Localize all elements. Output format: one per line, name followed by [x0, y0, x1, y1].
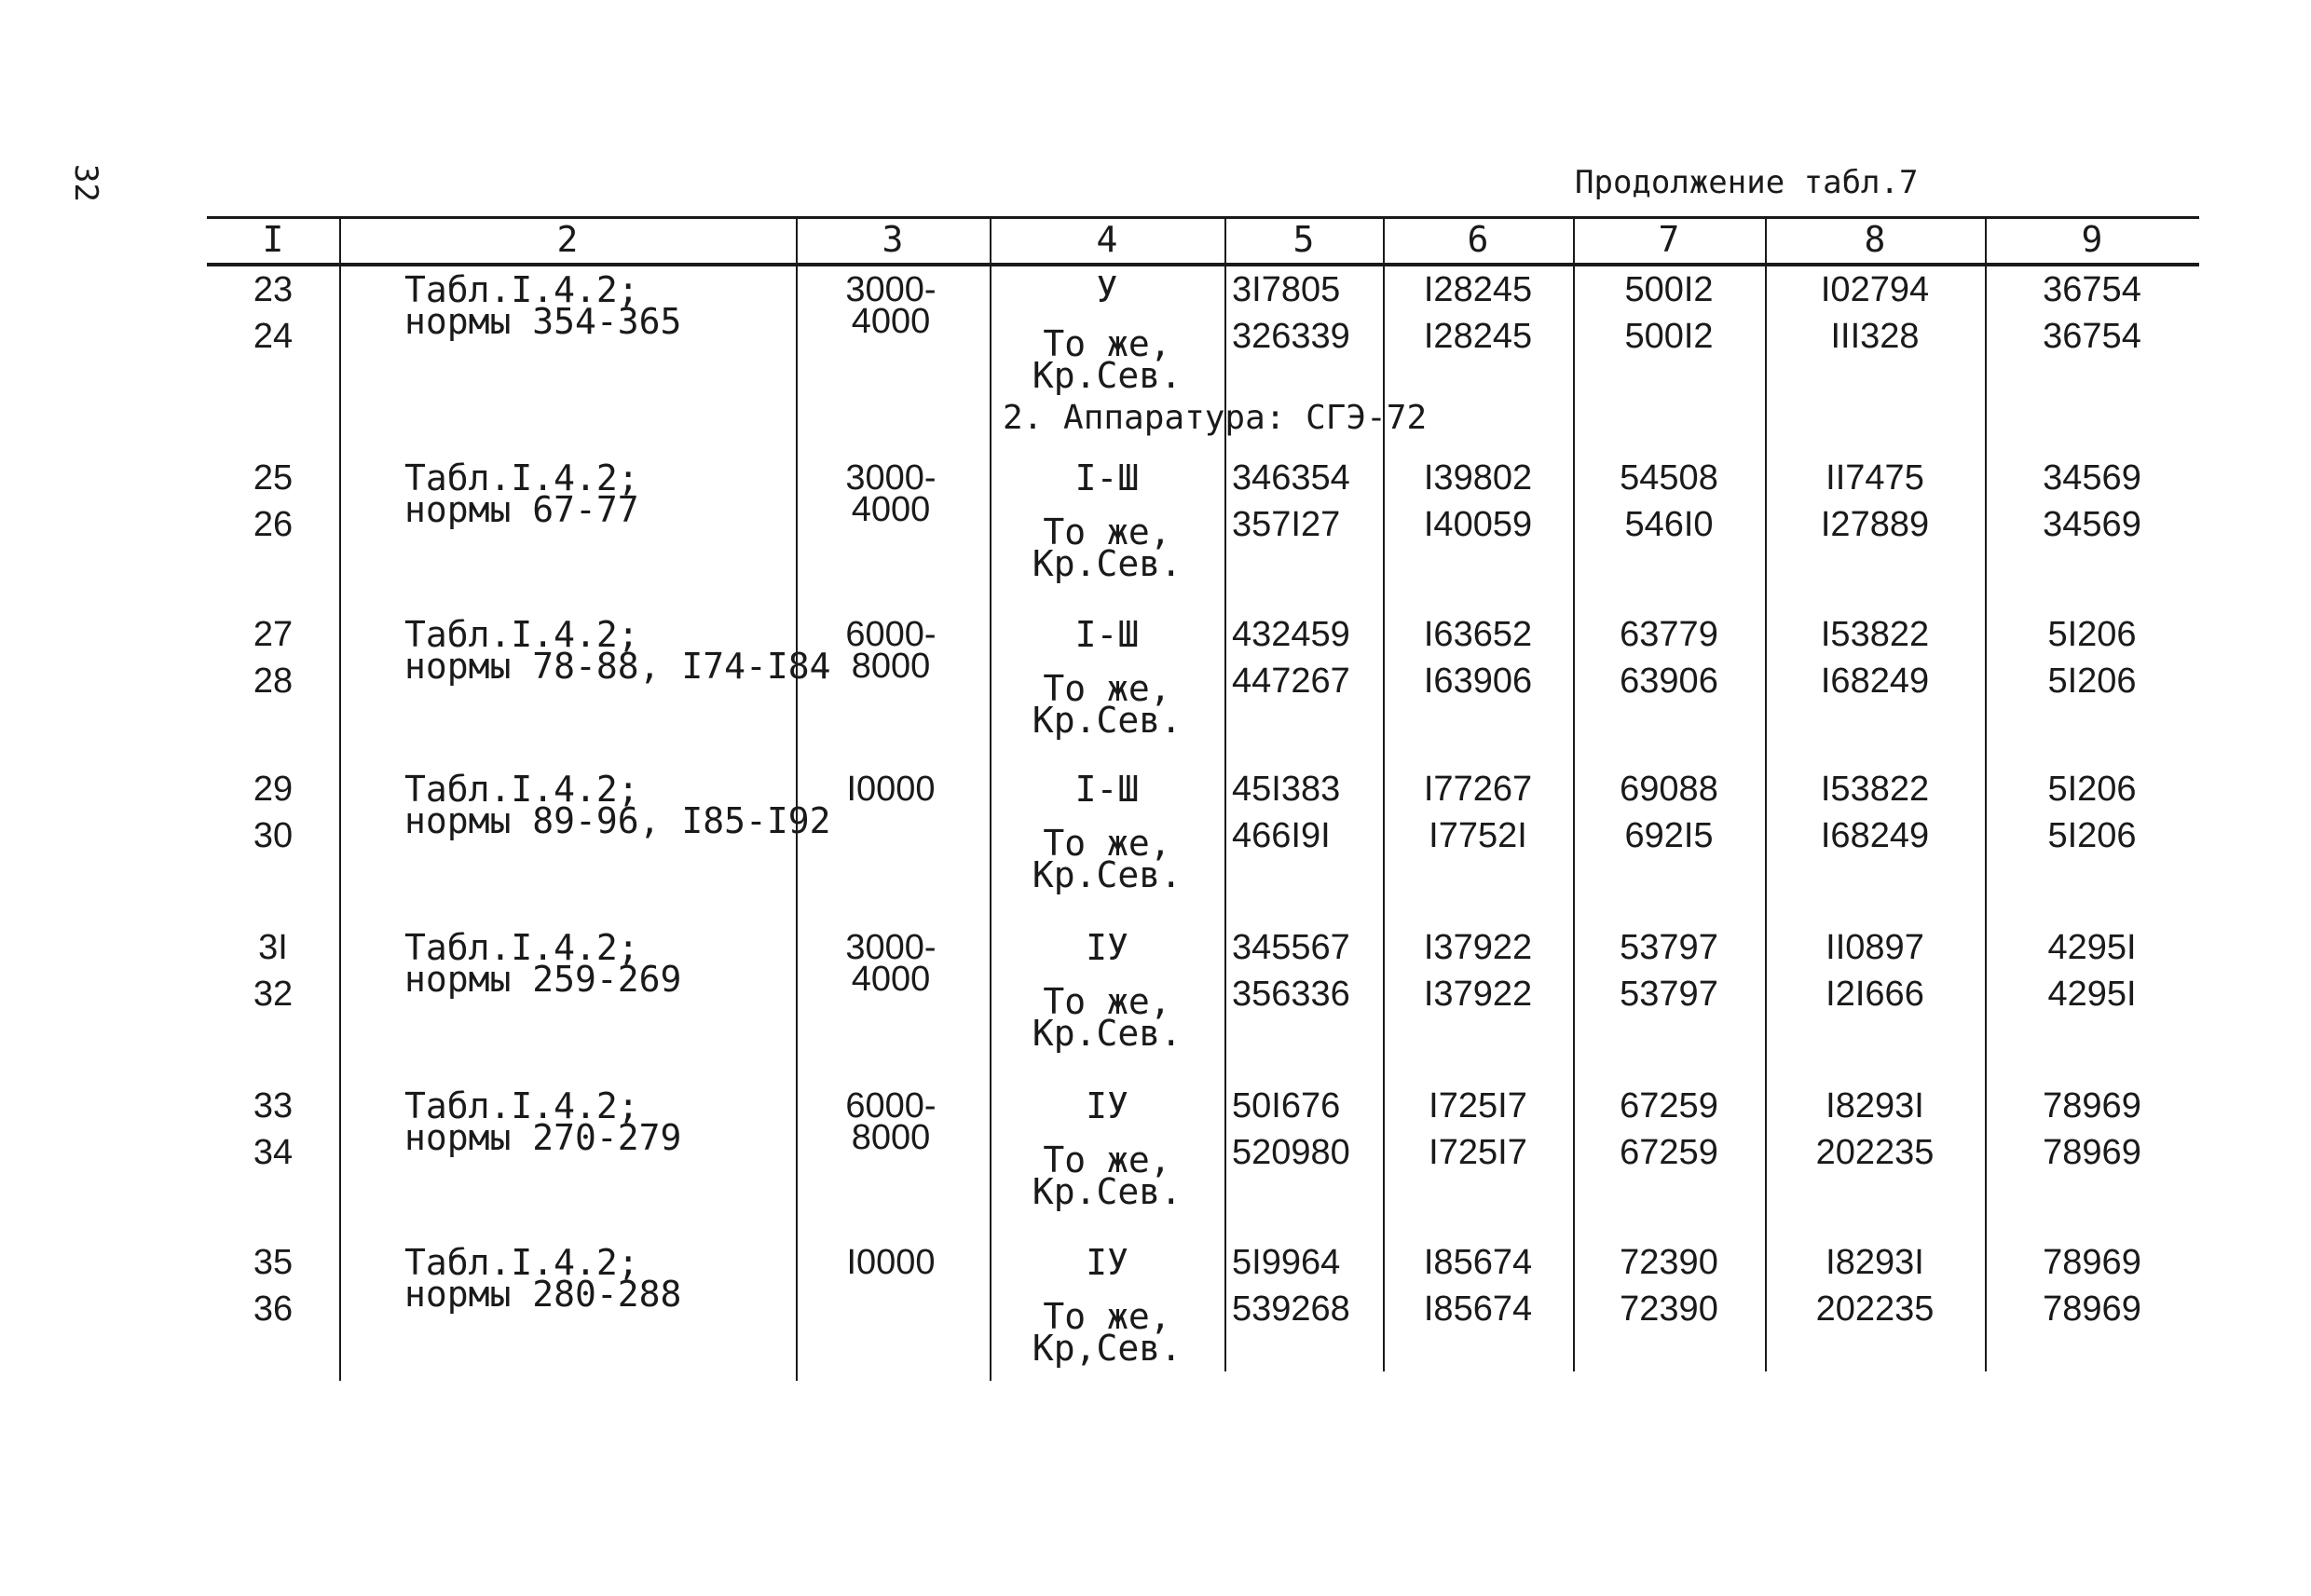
row-category: У	[1096, 269, 1118, 310]
value-col-5: 356336	[1232, 975, 1350, 1014]
value-col-7: 53797	[1620, 928, 1718, 967]
row-volume: 4000	[851, 960, 931, 999]
value-col-8: I68249	[1820, 816, 1930, 855]
row-number: 33	[253, 1086, 294, 1125]
value-col-5: 520980	[1232, 1133, 1350, 1172]
value-col-6: I85674	[1423, 1289, 1533, 1329]
row-volume: 8000	[851, 1118, 931, 1157]
row-category: I-Ш	[1074, 614, 1140, 655]
value-col-8: I53822	[1820, 615, 1930, 654]
row-source: нормы 270-279	[404, 1117, 682, 1158]
value-col-6: I725I7	[1429, 1133, 1527, 1172]
value-col-6: I63906	[1423, 662, 1533, 701]
value-col-6: I85674	[1423, 1243, 1533, 1282]
value-col-8: I8293I	[1826, 1086, 1924, 1125]
value-col-8: I8293I	[1826, 1243, 1924, 1282]
row-volume: 4000	[851, 490, 931, 529]
row-category: Кр,Сев.	[1032, 1328, 1183, 1369]
value-col-5: 45I383	[1232, 770, 1341, 809]
row-number: 29	[253, 770, 294, 809]
row-number: 32	[253, 975, 294, 1014]
row-number: 28	[253, 662, 294, 701]
value-col-9: 78969	[2043, 1289, 2141, 1329]
value-col-6: I77267	[1423, 770, 1533, 809]
row-volume: 3000-	[845, 270, 937, 309]
value-col-5: 3I7805	[1232, 270, 1341, 309]
row-category: Кр.Сев.	[1032, 854, 1183, 895]
row-source: Табл.I.4.2;	[404, 1085, 639, 1126]
row-category: IУ	[1086, 1085, 1128, 1126]
value-col-6: I28245	[1423, 270, 1533, 309]
row-volume: I0000	[846, 1243, 936, 1282]
value-col-7: 63779	[1620, 615, 1718, 654]
row-source: нормы 89-96, I85-I92	[404, 800, 831, 841]
value-col-9: 5I206	[2047, 816, 2137, 855]
section-title: 2. Аппаратура: СГЭ-72	[1003, 399, 1428, 437]
value-col-8: I27889	[1820, 505, 1930, 544]
value-col-5: 346354	[1232, 458, 1350, 498]
row-source: нормы 280-288	[404, 1274, 682, 1315]
value-col-7: 69088	[1620, 770, 1718, 809]
row-category: Кр.Сев.	[1032, 543, 1183, 584]
value-col-9: 4295I	[2047, 928, 2137, 967]
value-col-8: I2I666	[1826, 975, 1924, 1014]
value-col-6: I28245	[1423, 317, 1533, 356]
value-col-7: 500I2	[1624, 317, 1714, 356]
value-col-5: 5I9964	[1232, 1243, 1341, 1282]
value-col-9: 5I206	[2047, 770, 2137, 809]
table-caption: Продолжение табл.7	[1575, 164, 1919, 201]
value-col-8: I68249	[1820, 662, 1930, 701]
row-category: То же,	[1043, 1296, 1171, 1337]
row-volume: 6000-	[845, 1086, 937, 1125]
value-col-6: I39802	[1423, 458, 1533, 498]
row-number: 26	[253, 505, 294, 544]
row-category: IУ	[1086, 1242, 1128, 1283]
row-source: Табл.I.4.2;	[404, 927, 639, 968]
value-col-9: 78969	[2043, 1243, 2141, 1282]
row-category: Кр.Сев.	[1032, 1171, 1183, 1212]
value-col-5: 345567	[1232, 928, 1350, 967]
value-col-8: 202235	[1815, 1133, 1935, 1172]
column-header-4: 4	[1096, 219, 1118, 260]
value-col-8: II0897	[1826, 928, 1924, 967]
column-header-8: 8	[1864, 219, 1886, 260]
row-source: Табл.I.4.2;	[404, 269, 639, 310]
column-header-7: 7	[1658, 219, 1680, 260]
value-col-9: 36754	[2043, 317, 2141, 356]
row-category: Кр.Сев.	[1032, 1013, 1183, 1054]
value-col-5: 539268	[1232, 1289, 1350, 1329]
value-col-5: 326339	[1232, 317, 1350, 356]
row-source: Табл.I.4.2;	[404, 457, 639, 498]
value-col-8: I53822	[1820, 770, 1930, 809]
row-source: нормы 354-365	[404, 301, 682, 342]
value-col-8: II7475	[1826, 458, 1924, 498]
data-table	[207, 216, 2199, 1381]
row-source: нормы 67-77	[404, 489, 639, 530]
value-col-7: 67259	[1620, 1133, 1718, 1172]
value-col-7: 54508	[1620, 458, 1718, 498]
value-col-6: I725I7	[1429, 1086, 1527, 1125]
row-number: 35	[253, 1243, 294, 1282]
column-header-6: 6	[1467, 219, 1489, 260]
page-number: 32	[67, 164, 104, 202]
row-category: Кр.Сев.	[1032, 700, 1183, 741]
value-col-9: 78969	[2043, 1086, 2141, 1125]
row-source: Табл.I.4.2;	[404, 614, 639, 655]
value-col-6: I37922	[1423, 928, 1533, 967]
value-col-5: 357I27	[1232, 505, 1341, 544]
value-col-7: 53797	[1620, 975, 1718, 1014]
row-number: 23	[253, 270, 294, 309]
row-source: Табл.I.4.2;	[404, 769, 639, 810]
row-source: нормы 78-88, I74-I84	[404, 646, 831, 687]
row-volume: 8000	[851, 647, 931, 686]
row-number: 36	[253, 1289, 294, 1329]
value-col-5: 447267	[1232, 662, 1350, 701]
column-header-3: 3	[882, 219, 904, 260]
row-volume: 3000-	[845, 928, 937, 967]
row-source: Табл.I.4.2;	[404, 1242, 639, 1283]
value-col-6: I63652	[1423, 615, 1533, 654]
column-rule	[339, 216, 341, 1381]
value-col-9: 4295I	[2047, 975, 2137, 1014]
value-col-8: 202235	[1815, 1289, 1935, 1329]
value-col-9: 36754	[2043, 270, 2141, 309]
row-category: I-Ш	[1074, 769, 1140, 810]
value-col-6: I7752I	[1429, 816, 1527, 855]
row-category: I-Ш	[1074, 457, 1140, 498]
row-number: 34	[253, 1133, 294, 1172]
row-category: Кр.Сев.	[1032, 355, 1183, 396]
row-category: То же,	[1043, 668, 1171, 709]
value-col-9: 34569	[2043, 505, 2141, 544]
value-col-5: 466I9I	[1232, 816, 1331, 855]
value-col-9: 34569	[2043, 458, 2141, 498]
value-col-9: 5I206	[2047, 662, 2137, 701]
value-col-6: I37922	[1423, 975, 1533, 1014]
row-number: 27	[253, 615, 294, 654]
row-category: То же,	[1043, 323, 1171, 364]
row-volume: I0000	[846, 770, 936, 809]
table-header-rule	[207, 263, 2199, 266]
row-number: 24	[253, 317, 294, 356]
value-col-8: III328	[1830, 317, 1920, 356]
value-col-7: 72390	[1620, 1289, 1718, 1329]
row-number: 30	[253, 816, 294, 855]
row-volume: 4000	[851, 302, 931, 341]
column-header-1: I	[262, 219, 284, 260]
value-col-9: 5I206	[2047, 615, 2137, 654]
row-number: 25	[253, 458, 294, 498]
column-header-2: 2	[556, 219, 579, 260]
value-col-7: 72390	[1620, 1243, 1718, 1282]
row-category: IУ	[1086, 927, 1128, 968]
row-volume: 3000-	[845, 458, 937, 498]
value-col-7: 546I0	[1624, 505, 1714, 544]
value-col-8: I02794	[1820, 270, 1930, 309]
column-header-5: 5	[1292, 219, 1315, 260]
value-col-5: 50I676	[1232, 1086, 1341, 1125]
row-category: То же,	[1043, 981, 1171, 1022]
row-source: нормы 259-269	[404, 959, 682, 1000]
value-col-5: 432459	[1232, 615, 1350, 654]
value-col-7: 67259	[1620, 1086, 1718, 1125]
row-category: То же,	[1043, 512, 1171, 552]
column-header-9: 9	[2081, 219, 2103, 260]
value-col-7: 63906	[1620, 662, 1718, 701]
value-col-7: 500I2	[1624, 270, 1714, 309]
row-category: То же,	[1043, 823, 1171, 864]
row-volume: 6000-	[845, 615, 937, 654]
column-rule	[1224, 216, 1226, 1371]
value-col-9: 78969	[2043, 1133, 2141, 1172]
value-col-7: 692I5	[1624, 816, 1714, 855]
row-number: 3I	[258, 928, 288, 967]
value-col-6: I40059	[1423, 505, 1533, 544]
row-category: То же,	[1043, 1139, 1171, 1180]
